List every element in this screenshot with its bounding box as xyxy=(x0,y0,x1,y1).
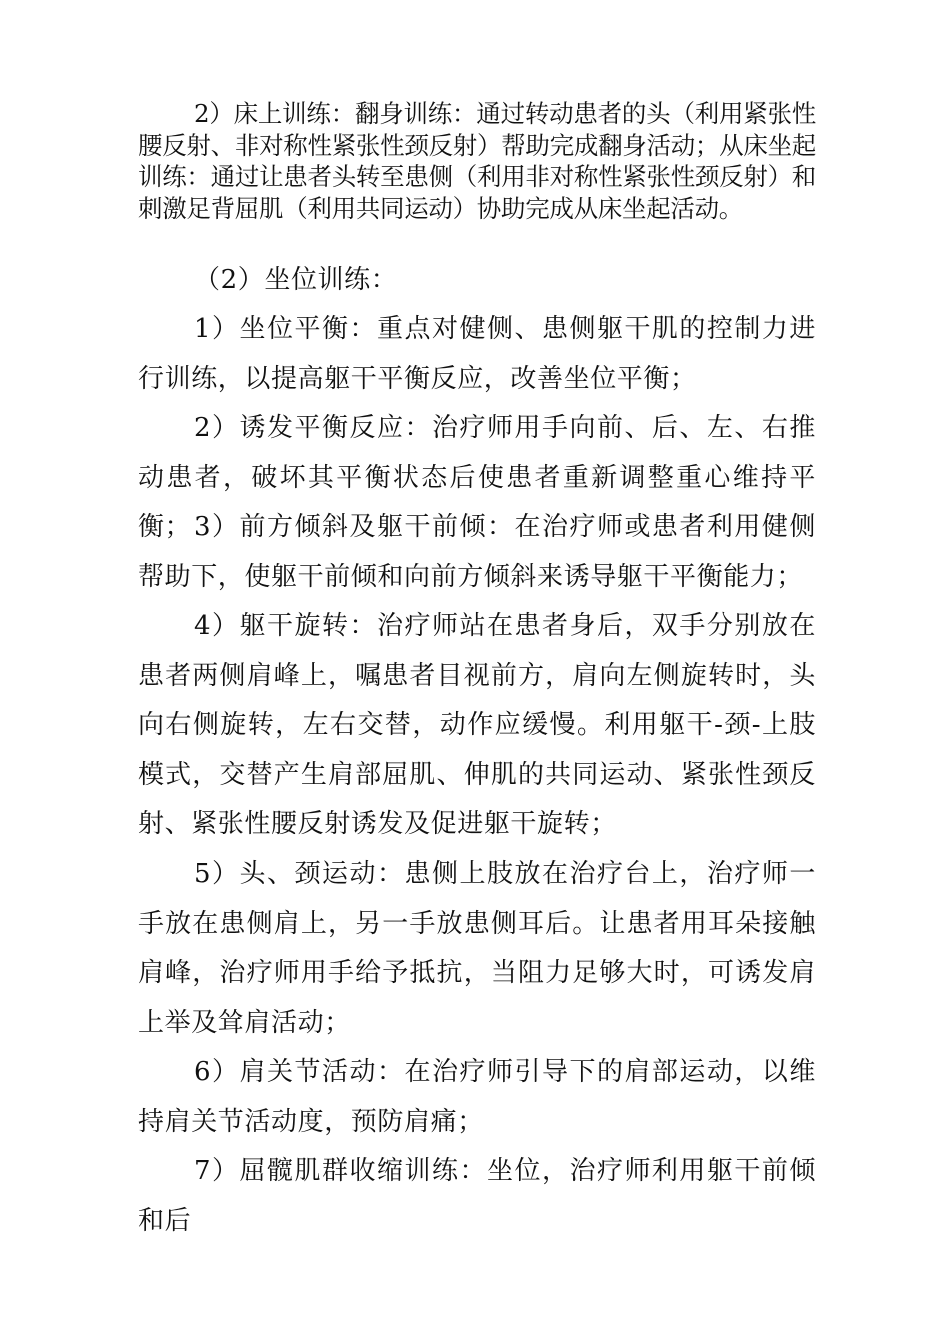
paragraph-balance-reaction: 2）诱发平衡反应：治疗师用手向前、后、左、右推动患者，破坏其平衡状态后使患者重新调整重心维持平衡； xyxy=(138,413,816,542)
paragraph-trunk-rotation: 4）躯干旋转：治疗师站在患者身后，双手分别放在患者两侧肩峰上，嘱患者目视前方，肩向左侧旋转时，头向右侧旋转，左右交替，动作应缓慢。利用躯干-颈-上肢模式，交替产生肩部屈肌、伸肌的共同运动、紧张性颈反射、紧张性腰反射诱发及促进躯干旋转； xyxy=(138,611,816,839)
paragraph-shoulder-joint: 6）肩关节活动：在治疗师引导下的肩部运动，以维持肩关节活动度，预防肩痛； xyxy=(138,1057,816,1137)
paragraph-sitting-balance: 1）坐位平衡：重点对健侧、患侧躯干肌的控制力进行训练，以提高躯干平衡反应，改善坐位平衡； xyxy=(138,314,816,394)
paragraph-forward-tilt: 3）前方倾斜及躯干前倾：在治疗师或患者利用健侧帮助下，使躯干前倾和向前方倾斜来诱导躯干平衡能力； xyxy=(138,512,816,592)
paragraph-hip-flexor-training: 7）屈髋肌群收缩训练：坐位，治疗师利用躯干前倾和后 xyxy=(138,1156,816,1236)
paragraph-bed-training: 2）床上训练：翻身训练：通过转动患者的头（利用紧张性腰反射、非对称性紧张性颈反射）帮助完成翻身活动；从床坐起训练：通过让患者头转至患侧（利用非对称性紧张性颈反射）和刺激足背屈肌（利用共同运动）协助完成从床坐起活动。 xyxy=(138,99,816,223)
heading-sitting-training: （2）坐位训练： xyxy=(194,265,398,295)
paragraph-head-neck-movement: 5）头、颈运动：患侧上肢放在治疗台上，治疗师一手放在患侧肩上，另一手放患侧耳后。让患者用耳朵接触肩峰，治疗师用手给予抵抗，当阻力足够大时，可诱发肩上举及耸肩活动； xyxy=(138,859,816,1038)
